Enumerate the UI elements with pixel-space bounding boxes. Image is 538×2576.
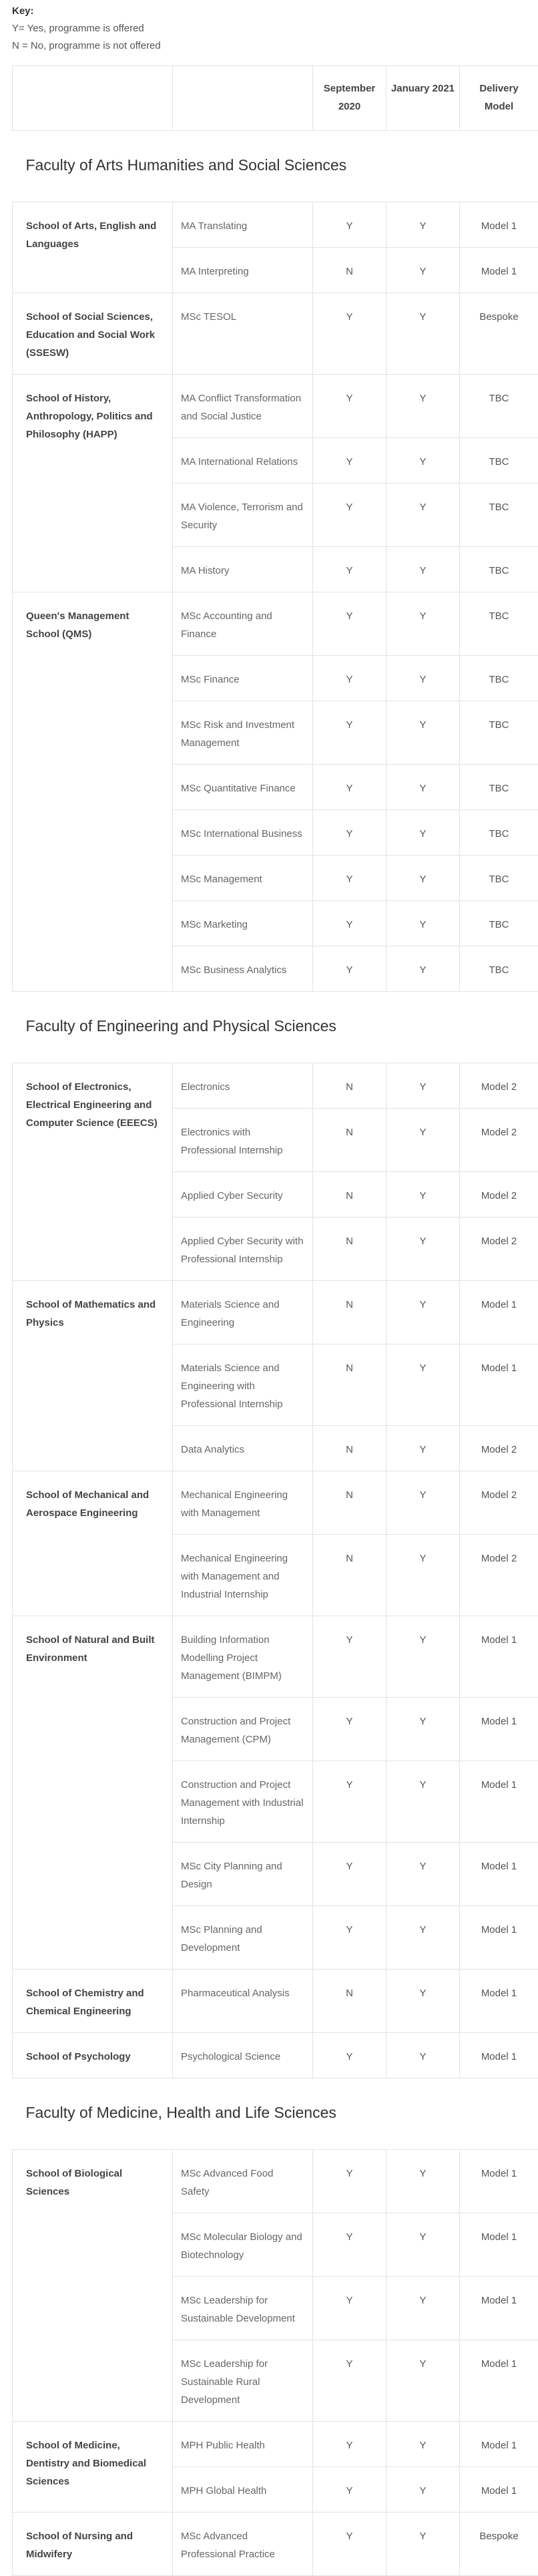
delivery-model-value: TBC: [460, 656, 538, 701]
january-2021-value: Y: [386, 484, 460, 547]
delivery-model-value: TBC: [460, 765, 538, 810]
september-2020-value: Y: [313, 592, 386, 656]
school-name: School of Psychology: [13, 2033, 173, 2078]
table-header-row: [13, 66, 538, 131]
delivery-model-value: TBC: [460, 592, 538, 656]
september-2020-value: Y: [313, 2422, 386, 2467]
january-2021-value: Y: [386, 2033, 460, 2078]
september-2020-value: Y: [313, 2033, 386, 2078]
delivery-model-value: Model 2: [460, 1471, 538, 1535]
delivery-model-value: Model 1: [460, 1344, 538, 1426]
january-2021-value: Y: [386, 438, 460, 484]
course-name: Electronics: [173, 1063, 313, 1109]
header-delivery-model: Delivery Model: [460, 66, 538, 131]
course-name: MSc Finance: [173, 656, 313, 701]
course-name: Materials Science and Engineering with Professional Internship: [173, 1344, 313, 1426]
delivery-model-value: TBC: [460, 375, 538, 438]
september-2020-value: Y: [313, 946, 386, 992]
january-2021-value: Y: [386, 2467, 460, 2513]
course-name: MA Translating: [173, 202, 313, 248]
course-name: MSc City Planning and Design: [173, 1843, 313, 1906]
delivery-model-value: Model 2: [460, 1109, 538, 1172]
january-2021-value: Y: [386, 1281, 460, 1344]
september-2020-value: Y: [313, 293, 386, 375]
course-name: MSc Management: [173, 856, 313, 901]
school-name: School of Electronics, Electrical Engineering and Computer Science (EEECS): [13, 1063, 173, 1281]
school-name: School of Mechanical and Aerospace Engineering: [13, 1471, 173, 1616]
september-2020-value: N: [313, 1109, 386, 1172]
course-name: MA Violence, Terrorism and Security: [173, 484, 313, 547]
course-name: MA History: [173, 547, 313, 592]
course-name: Applied Cyber Security: [173, 1172, 313, 1218]
course-name: Applied Cyber Security with Professional Internship: [173, 1218, 313, 1281]
table-row: [13, 1471, 538, 1535]
course-name: Mechanical Engineering with Management and Industrial Internship: [173, 1535, 313, 1616]
september-2020-value: Y: [313, 547, 386, 592]
january-2021-value: Y: [386, 765, 460, 810]
january-2021-value: Y: [386, 1344, 460, 1426]
table-row: [13, 2033, 538, 2078]
september-2020-value: Y: [313, 1698, 386, 1761]
september-2020-value: Y: [313, 484, 386, 547]
january-2021-value: Y: [386, 2150, 460, 2213]
delivery-model-value: Model 2: [460, 1426, 538, 1471]
key-yes: Y= Yes, programme is offered: [12, 20, 538, 37]
delivery-model-value: Model 1: [460, 2213, 538, 2277]
school-name: School of Arts, English and Languages: [13, 202, 173, 293]
delivery-model-value: Model 2: [460, 1535, 538, 1616]
delivery-model-value: Model 1: [460, 1761, 538, 1843]
faculty-heading: Faculty of Arts Humanities and Social Sciences: [13, 131, 538, 202]
school-name: Queen's Management School (QMS): [13, 592, 173, 992]
september-2020-value: N: [313, 1471, 386, 1535]
september-2020-value: N: [313, 1218, 386, 1281]
september-2020-value: N: [313, 1970, 386, 2033]
delivery-model-value: TBC: [460, 856, 538, 901]
table-row: [13, 293, 538, 375]
january-2021-value: Y: [386, 1172, 460, 1218]
september-2020-value: Y: [313, 810, 386, 856]
september-2020-value: Y: [313, 1616, 386, 1698]
programme-table: [12, 65, 538, 2576]
january-2021-value: Y: [386, 1970, 460, 2033]
january-2021-value: Y: [386, 293, 460, 375]
course-name: MA Conflict Transformation and Social Justice: [173, 375, 313, 438]
september-2020-value: Y: [313, 1843, 386, 1906]
course-name: MSc Molecular Biology and Biotechnology: [173, 2213, 313, 2277]
course-name: MSc Leadership for Sustainable Rural Development: [173, 2340, 313, 2422]
course-name: MA International Relations: [173, 438, 313, 484]
january-2021-value: Y: [386, 1761, 460, 1843]
september-2020-value: Y: [313, 656, 386, 701]
course-name: MSc Advanced Professional Practice: [173, 2513, 313, 2576]
january-2021-value: Y: [386, 2422, 460, 2467]
january-2021-value: Y: [386, 656, 460, 701]
course-name: Data Analytics: [173, 1426, 313, 1471]
course-name: MSc TESOL: [173, 293, 313, 375]
key-no: N = No, programme is not offered: [12, 37, 538, 55]
faculty-heading: Faculty of Engineering and Physical Sciences: [13, 992, 538, 1063]
september-2020-value: Y: [313, 2213, 386, 2277]
january-2021-value: Y: [386, 856, 460, 901]
january-2021-value: Y: [386, 2513, 460, 2576]
delivery-model-value: TBC: [460, 901, 538, 946]
january-2021-value: Y: [386, 1698, 460, 1761]
september-2020-value: N: [313, 1344, 386, 1426]
september-2020-value: Y: [313, 701, 386, 765]
course-name: MPH Global Health: [173, 2467, 313, 2513]
delivery-model-value: Model 1: [460, 248, 538, 293]
january-2021-value: Y: [386, 248, 460, 293]
september-2020-value: N: [313, 248, 386, 293]
january-2021-value: Y: [386, 202, 460, 248]
january-2021-value: Y: [386, 375, 460, 438]
course-name: MSc Risk and Investment Management: [173, 701, 313, 765]
course-name: MSc Business Analytics: [173, 946, 313, 992]
header-course: [173, 66, 313, 131]
table-row: [13, 2422, 538, 2467]
school-name: School of History, Anthropology, Politics and Philosophy (HAPP): [13, 375, 173, 592]
delivery-model-value: Model 1: [460, 1698, 538, 1761]
table-row: [13, 202, 538, 248]
key-legend: [12, 0, 538, 55]
course-name: Materials Science and Engineering: [173, 1281, 313, 1344]
delivery-model-value: Model 1: [460, 1616, 538, 1698]
school-name: School of Mathematics and Physics: [13, 1281, 173, 1471]
table-row: [13, 1063, 538, 1109]
september-2020-value: N: [313, 1172, 386, 1218]
delivery-model-value: Model 1: [460, 2340, 538, 2422]
course-name: Electronics with Professional Internship: [173, 1109, 313, 1172]
january-2021-value: Y: [386, 1218, 460, 1281]
delivery-model-value: Model 2: [460, 1218, 538, 1281]
course-name: MSc Leadership for Sustainable Development: [173, 2277, 313, 2340]
september-2020-value: Y: [313, 2277, 386, 2340]
school-name: School of Social Sciences, Education and Social Work (SSESW): [13, 293, 173, 375]
table-row: [13, 2513, 538, 2576]
table-row: [13, 375, 538, 438]
delivery-model-value: TBC: [460, 484, 538, 547]
delivery-model-value: Model 1: [460, 2033, 538, 2078]
september-2020-value: N: [313, 1426, 386, 1471]
september-2020-value: N: [313, 1535, 386, 1616]
course-name: MPH Public Health: [173, 2422, 313, 2467]
course-name: Building Information Modelling Project Management (BIMPM): [173, 1616, 313, 1698]
september-2020-value: Y: [313, 2340, 386, 2422]
september-2020-value: Y: [313, 901, 386, 946]
january-2021-value: Y: [386, 701, 460, 765]
school-name: School of Biological Sciences: [13, 2150, 173, 2422]
delivery-model-value: Model 1: [460, 2150, 538, 2213]
january-2021-value: Y: [386, 592, 460, 656]
course-name: MSc Quantitative Finance: [173, 765, 313, 810]
september-2020-value: Y: [313, 856, 386, 901]
delivery-model-value: Model 1: [460, 1281, 538, 1344]
faculty-row: [13, 2078, 538, 2150]
course-name: Mechanical Engineering with Management: [173, 1471, 313, 1535]
september-2020-value: Y: [313, 2513, 386, 2576]
delivery-model-value: Bespoke: [460, 2513, 538, 2576]
faculty-row: [13, 131, 538, 202]
faculty-row: [13, 992, 538, 1063]
september-2020-value: Y: [313, 2467, 386, 2513]
course-name: MSc Planning and Development: [173, 1906, 313, 1970]
january-2021-value: Y: [386, 2340, 460, 2422]
delivery-model-value: Model 1: [460, 2277, 538, 2340]
delivery-model-value: Model 1: [460, 2422, 538, 2467]
header-september-2020: September 2020: [313, 66, 386, 131]
delivery-model-value: Model 2: [460, 1063, 538, 1109]
delivery-model-value: TBC: [460, 810, 538, 856]
header-january-2021: January 2021: [386, 66, 460, 131]
january-2021-value: Y: [386, 2277, 460, 2340]
school-name: School of Chemistry and Chemical Engineering: [13, 1970, 173, 2033]
delivery-model-value: Model 1: [460, 2467, 538, 2513]
delivery-model-value: TBC: [460, 946, 538, 992]
delivery-model-value: Model 1: [460, 202, 538, 248]
school-name: School of Medicine, Dentistry and Biomedical Sciences: [13, 2422, 173, 2513]
september-2020-value: Y: [313, 765, 386, 810]
delivery-model-value: Bespoke: [460, 293, 538, 375]
course-name: Construction and Project Management (CPM): [173, 1698, 313, 1761]
delivery-model-value: TBC: [460, 701, 538, 765]
september-2020-value: Y: [313, 375, 386, 438]
course-name: Pharmaceutical Analysis: [173, 1970, 313, 2033]
january-2021-value: Y: [386, 1426, 460, 1471]
course-name: MSc Marketing: [173, 901, 313, 946]
september-2020-value: Y: [313, 438, 386, 484]
school-name: School of Natural and Built Environment: [13, 1616, 173, 1970]
delivery-model-value: TBC: [460, 547, 538, 592]
course-name: MSc International Business: [173, 810, 313, 856]
delivery-model-value: TBC: [460, 438, 538, 484]
delivery-model-value: Model 1: [460, 1906, 538, 1970]
faculty-heading: Faculty of Medicine, Health and Life Sciences: [13, 2078, 538, 2150]
january-2021-value: Y: [386, 1063, 460, 1109]
header-school: [13, 66, 173, 131]
september-2020-value: Y: [313, 1761, 386, 1843]
september-2020-value: Y: [313, 1906, 386, 1970]
january-2021-value: Y: [386, 810, 460, 856]
september-2020-value: Y: [313, 2150, 386, 2213]
course-name: Psychological Science: [173, 2033, 313, 2078]
table-row: [13, 2150, 538, 2213]
january-2021-value: Y: [386, 1906, 460, 1970]
january-2021-value: Y: [386, 1471, 460, 1535]
table-row: [13, 1281, 538, 1344]
course-name: MSc Advanced Food Safety: [173, 2150, 313, 2213]
course-name: MSc Accounting and Finance: [173, 592, 313, 656]
january-2021-value: Y: [386, 1843, 460, 1906]
table-body: [13, 131, 538, 2576]
september-2020-value: N: [313, 1281, 386, 1344]
january-2021-value: Y: [386, 547, 460, 592]
course-name: MA Interpreting: [173, 248, 313, 293]
september-2020-value: N: [313, 1063, 386, 1109]
key-title: Key:: [12, 0, 538, 20]
delivery-model-value: Model 1: [460, 1843, 538, 1906]
january-2021-value: Y: [386, 1535, 460, 1616]
january-2021-value: Y: [386, 1109, 460, 1172]
table-row: [13, 1616, 538, 1698]
table-row: [13, 1970, 538, 2033]
january-2021-value: Y: [386, 1616, 460, 1698]
delivery-model-value: Model 1: [460, 1970, 538, 2033]
school-name: School of Nursing and Midwifery: [13, 2513, 173, 2576]
january-2021-value: Y: [386, 946, 460, 992]
january-2021-value: Y: [386, 901, 460, 946]
september-2020-value: Y: [313, 202, 386, 248]
january-2021-value: Y: [386, 2213, 460, 2277]
table-row: [13, 592, 538, 656]
course-name: Construction and Project Management with Industrial Internship: [173, 1761, 313, 1843]
delivery-model-value: Model 2: [460, 1172, 538, 1218]
